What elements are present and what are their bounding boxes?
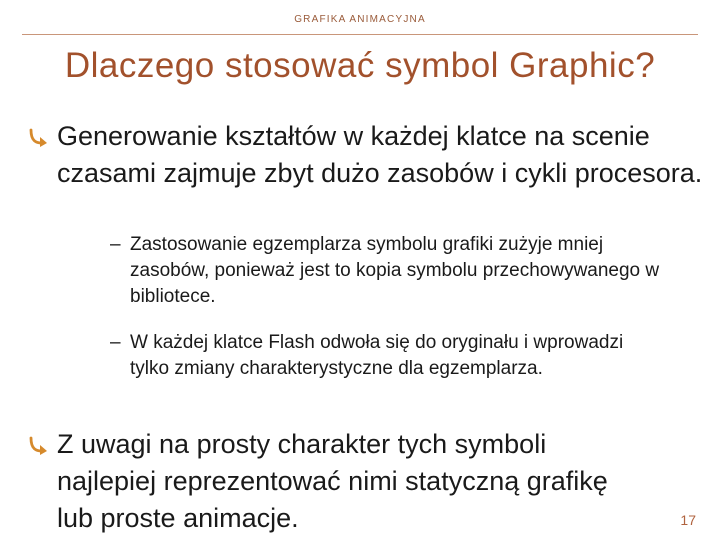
dash-marker: –: [110, 234, 121, 255]
bullet-text: Z uwagi na prosty charakter tych symboli najlepiej reprezentować nimi statyczną grafikę lub proste animacje.: [57, 429, 608, 533]
bullet-item-1: [57, 118, 707, 192]
bullet-text: Generowanie kształtów w każdej klatce na scenie czasami zajmuje zbyt dużo zasobów i cykli procesora.: [57, 121, 703, 188]
page-number: 17: [680, 512, 696, 528]
curved-arrow-icon: [28, 127, 50, 147]
curved-arrow-icon: [28, 435, 50, 455]
slide-header: GRAFIKA ANIMACYJNA: [294, 14, 426, 25]
header-divider: [22, 34, 698, 35]
bullet-item-2: [57, 426, 637, 537]
sub-item-text: W każdej klatce Flash odwoła się do oryginału i wprowadzi tylko zmiany charakterystyczne dla egzemplarza.: [130, 332, 624, 379]
sub-item-2: [110, 330, 660, 382]
sub-item-text: Zastosowanie egzemplarza symbolu grafiki zużyje mniej zasobów, ponieważ jest to kopia symbolu przechowywanego w bibliotece.: [130, 234, 660, 307]
dash-marker: –: [110, 332, 121, 353]
sub-item-1: [110, 232, 675, 310]
slide-title: Dlaczego stosować symbol Graphic?: [64, 46, 656, 85]
